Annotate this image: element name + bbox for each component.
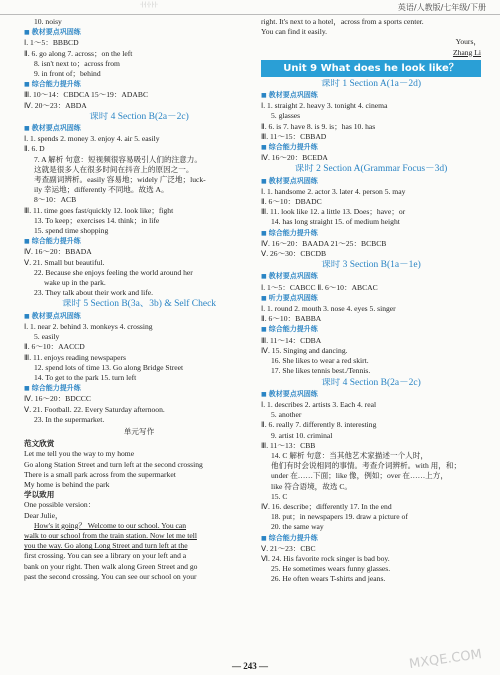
answer-line: There is a small park across from the supermarket (24, 469, 176, 479)
answer-line: You can find it easily. (261, 27, 328, 37)
answer-line: Dear Julie， (24, 510, 63, 520)
answer-line: Ⅳ. 16～20：BBADA (24, 247, 92, 257)
answer-line: Ⅲ. 11～14：CDBA (261, 335, 322, 345)
section-label: ■ 教材要点巩固练 (261, 389, 481, 400)
lesson-heading: 课时 2 Section A(Grammar Focus－3d) (294, 164, 448, 175)
answer-line: How's it going？ Welcome to our school. You can (34, 520, 187, 530)
answer-line: bank on your right. Then walk along Green Street and go (24, 561, 198, 571)
answer-line: like 符合语境，故选 C。 (271, 481, 352, 491)
section-label: ■ 综合能力提升练 (261, 533, 481, 544)
answer-line: Ⅵ. 24. His favorite rock singer is bad boy. (261, 553, 390, 563)
answer-line: Ⅱ. 6. really 7. differently 8. interesting (261, 420, 377, 430)
page-number: — 243 — (232, 660, 268, 671)
answer-line: you the way. Go along Long Street and turn left at the (24, 541, 188, 551)
section-label: ■ 听力要点巩固练 (261, 293, 481, 304)
answer-line: My home is behind the park (24, 479, 110, 489)
section-label: ■ 综合能力提升练 (261, 142, 481, 153)
answer-line: 23. In the supermarket. (34, 414, 105, 424)
answer-line: Ⅱ. 6. is 7. have 8. is 9. is；has 10. has (261, 121, 376, 131)
answer-line: 5. another (271, 410, 302, 420)
lesson-heading: 课时 3 Section B(1a－1e) (321, 260, 421, 271)
answer-line: 他们有时会说相同的事情。考查介词辨析。with 用，和； (271, 461, 462, 471)
answer-line: Ⅰ. 1～5：BBBCD (24, 38, 79, 48)
answer-line: 25. He sometimes wears funny glasses. (271, 564, 391, 574)
answer-line: Ⅰ. 1. spends 2. money 3. enjoy 4. air 5. easily (24, 134, 160, 144)
answer-line: 13. To keep；exercises 14. think；in life (34, 215, 160, 225)
answer-line: Ⅳ. 15. Singing and dancing. (261, 345, 348, 355)
answer-line: 5. easily (34, 332, 60, 342)
answer-line: Ⅰ. 1. describes 2. artists 3. Each 4. real (261, 399, 377, 409)
section-label: ■ 教材要点巩固练 (261, 176, 481, 187)
right-column (261, 17, 481, 585)
answer-line: Ⅳ. 20～23：ABDA (24, 100, 87, 110)
answer-line: Ⅴ. 21. Football. 22. Every Saturday afternoon. (24, 404, 165, 414)
answer-line: Ⅱ. 6～10：AACCD (24, 342, 85, 352)
answer-line: Ⅴ. 21～23：CBC (261, 543, 316, 553)
answer-line: 考查副词辨析。easily 容易地；widely 广泛地；luck- (34, 175, 206, 185)
section-label: ■ 综合能力提升练 (24, 79, 254, 90)
section-label: ■ 教材要点巩固练 (261, 90, 481, 101)
answer-line: Ⅲ. 11～15：CBBAD (261, 131, 327, 141)
answer-line: Ⅰ. 1. handsome 2. actor 3. later 4. person 5. may (261, 186, 406, 196)
answer-line: 14. has long straight 15. of medium height (271, 217, 400, 227)
left-column (24, 17, 254, 582)
section-label: ■ 教材要点巩固练 (24, 27, 254, 38)
answer-line: first crossing. You can see a library on your left and a (24, 551, 187, 561)
answer-line: 23. They talk about their work and life. (34, 288, 154, 298)
book-header: 英语/人教版/七年级/下册 (397, 3, 486, 12)
section-label: ■ 综合能力提升练 (261, 228, 481, 239)
answer-line: 14. To get to the park 15. turn left (34, 372, 137, 382)
answer-line: Ⅱ. 6～10：BABBA (261, 314, 322, 324)
answer-line: 9. in front of；behind (34, 69, 101, 79)
answer-line: ily 幸运地；differently 不同地。故选 A。 (34, 185, 169, 195)
lesson-heading: 课时 4 Section B(2a－2c) (321, 377, 421, 388)
unit-title: Unit 9 What does he look like？ (261, 60, 481, 77)
answer-line: Ⅰ. 1. round 2. mouth 3. nose 4. eyes 5. singer (261, 304, 396, 314)
answer-line: Ⅰ. 1～5：CABCC Ⅱ. 6～10：ABCAC (261, 282, 378, 292)
section-label: ■ 综合能力提升练 (24, 236, 254, 247)
section-label: ■ 教材要点巩固练 (24, 311, 254, 322)
answer-line: Ⅱ. 6～10：DBADC (261, 197, 322, 207)
answer-line: Ⅱ. 6. D (24, 144, 45, 154)
answer-line: Ⅲ. 11. look like 12. a little 13. Does；have；or (261, 207, 406, 217)
answer-line: 学以致用 (24, 490, 55, 500)
answer-line: 15. spend time shopping (34, 226, 109, 236)
header-divider (0, 14, 500, 15)
section-label: ■ 综合能力提升练 (261, 324, 481, 335)
answer-line: Ⅲ. 11. time goes fast/quickly 12. look like；fight (24, 205, 174, 215)
answer-line: 8. isn't next to；across from (34, 58, 120, 68)
watermark-logo: MXQE.COM (407, 646, 483, 672)
answer-line: Ⅳ. 16. describe；differently 17. In the end (261, 501, 392, 511)
answer-line: 这就是很多人在很多时间在抖音上的原因之一。 (34, 164, 194, 174)
answer-line: 范文欣赏 (24, 439, 55, 449)
answer-line: Zhang Li (452, 47, 481, 57)
writing-title: 单元写作 (123, 426, 155, 436)
lesson-heading: 课时 1 Section A(1a－2d) (320, 78, 421, 89)
answer-line: 15. C (271, 491, 288, 501)
lesson-heading: 课时 5 Section B(3a、3b) & Self Check (61, 299, 217, 310)
answer-line: Ⅳ. 16～20：BCEDA (261, 153, 328, 163)
answer-line: Go along Station Street and turn left at the second crossing (24, 459, 203, 469)
answer-line: Ⅳ. 16～20：BDCCC (24, 394, 91, 404)
answer-line: wake up in the park. (44, 278, 106, 288)
answer-line: 18. put；in newspapers 19. draw a picture of (271, 512, 408, 522)
answer-line: 20. the same way (271, 522, 324, 532)
answer-line: Ⅰ. 1. straight 2. heavy 3. tonight 4. cinema (261, 101, 388, 111)
section-label: ■ 教材要点巩固练 (261, 271, 481, 282)
answer-line: past the second crossing. You can see our school on your (24, 571, 197, 581)
answer-line: Ⅲ. 10～14：CBDCA 15～19：ADABC (24, 90, 149, 100)
answer-line: Ⅰ. 1. near 2. behind 3. monkeys 4. crossing (24, 321, 153, 331)
answer-line: Ⅳ. 16～20：BAADA 21～25：BCBCB (261, 238, 387, 248)
answer-line: One possible version： (24, 500, 96, 510)
header-left-marks: ·|·|·|·|·|· (140, 2, 158, 8)
answer-line: Ⅲ. 11～13：CBB (261, 440, 316, 450)
answer-line: 5. glasses (271, 111, 301, 121)
answer-line: 17. She likes tennis best./Tennis. (271, 366, 371, 376)
answer-line: Let me tell you the way to my home (24, 449, 135, 459)
answer-line: Ⅱ. 6. go along 7. across；on the left (24, 48, 133, 58)
answer-line: 22. Because she enjoys feeling the world around her (34, 267, 193, 277)
answer-line: 12. spend lots of time 13. Go along Bridge Street (34, 362, 184, 372)
answer-line: walk to our school from the train station. Now let me tell (24, 530, 197, 540)
answer-line: right. It's next to a hotel，across from a sports center. (261, 17, 424, 26)
answer-line: 9. artist 10. criminal (271, 430, 333, 440)
section-label: ■ 教材要点巩固练 (24, 123, 254, 134)
answer-line: 26. He often wears T-shirts and jeans. (271, 574, 386, 584)
answer-line: under 在……下面；like 像，例如；over 在……上方， (271, 471, 448, 481)
section-label: ■ 综合能力提升练 (24, 383, 254, 394)
answer-line: 16. She likes to wear a red skirt. (271, 356, 369, 366)
lesson-heading: 课时 4 Section B(2a－2c) (89, 111, 189, 122)
answer-line: Yours， (455, 37, 481, 47)
answer-line: 8～10：ACB (34, 195, 77, 205)
answer-line: Ⅴ. 21. Small but beautiful. (24, 257, 105, 267)
answer-line: 10. noisy (34, 17, 62, 26)
answer-line: Ⅲ. 11. enjoys reading newspapers (24, 352, 126, 362)
answer-line: 14. C 解析 句意：当其他艺术家描述一个人时， (271, 450, 428, 460)
answer-line: 7. A 解析 句意：短视频很容易吸引人们的注意力。 (34, 154, 202, 164)
answer-line: Ⅴ. 26～30：CBCDB (261, 249, 327, 259)
